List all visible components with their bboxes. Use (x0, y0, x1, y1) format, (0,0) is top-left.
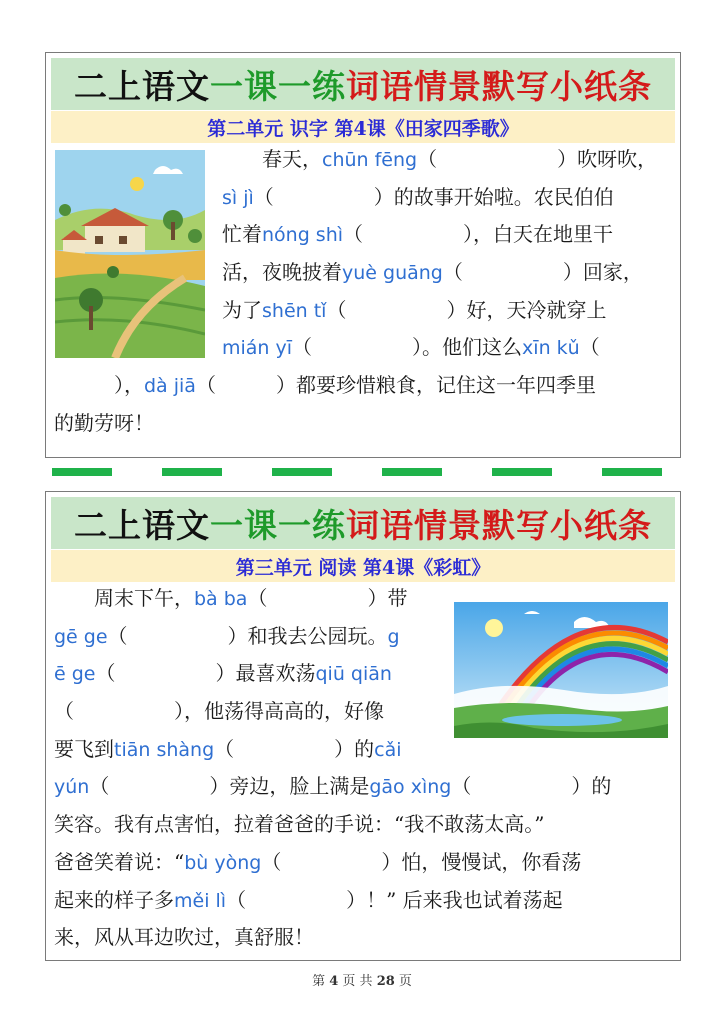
passage-text: （ ）的 (451, 774, 612, 799)
pinyin-prompt: bù yòng (184, 851, 262, 874)
passage-text: （ ）带 (247, 586, 408, 610)
passage-text: （ ）！” 后来我也试着荡起 (226, 887, 563, 912)
passage-line (54, 882, 674, 920)
passage-text: （ ），他荡得高高的，好像 (54, 699, 384, 724)
title-part-grade: 二上语文 (74, 66, 210, 106)
passage-text: （ ）旁边，脸上满是 (89, 774, 370, 799)
title-part-topic: 词语情景默写小纸条 (346, 505, 652, 545)
separator-dash (382, 468, 442, 476)
passage-line (54, 919, 674, 957)
pinyin-prompt: sì jì (222, 186, 254, 209)
passage-text: 笑容。我有点害怕，拉着爸爸的手说：“我不敢荡太高。” (54, 812, 545, 837)
footer-page-number: 4 (329, 974, 339, 989)
separator-dash (52, 468, 112, 476)
pinyin-prompt: gē ge (54, 625, 108, 648)
card1-passage (54, 141, 674, 443)
passage-text: 活，夜晚披着 (222, 260, 342, 285)
title-part-lesson: 一课一练 (210, 66, 346, 106)
passage-line (54, 693, 446, 731)
passage-text: （ ），白天在地里干 (343, 222, 614, 247)
passage-line (54, 580, 446, 618)
lesson-subtitle: 第三单元 阅读 第4课《彩虹》 (51, 550, 675, 582)
passage-text: （ ）。他们这么 (292, 335, 523, 360)
passage-text: （ ）好，天冷就穿上 (326, 297, 607, 322)
pinyin-prompt: cǎi (374, 738, 402, 761)
footer-total-pages: 28 (376, 974, 395, 989)
passage-text: 忙着 (222, 222, 262, 247)
passage-line (54, 655, 446, 693)
passage-text: （ ）的故事开始啦。农民伯伯 (253, 184, 614, 209)
pinyin-prompt: gāo xìng (369, 776, 452, 799)
pinyin-prompt: qiū qiān (315, 663, 392, 686)
footer-middle: 页 共 (342, 974, 373, 989)
pinyin-prompt: měi lì (174, 889, 227, 912)
passage-line (54, 618, 446, 656)
separator-dash (602, 468, 662, 476)
footer-suffix: 页 (398, 974, 412, 989)
passage-line (54, 806, 674, 844)
pinyin-prompt: yuè guāng (342, 262, 443, 285)
pinyin-prompt: tiān shàng (114, 738, 215, 761)
pinyin-prompt: dà jiā (144, 375, 196, 398)
title-part-lesson: 一课一练 (210, 505, 346, 545)
passage-line (54, 292, 674, 330)
pinyin-prompt: yún (54, 776, 90, 799)
passage-text: （ (579, 335, 600, 360)
dashed-separator (52, 468, 672, 476)
title-part-topic: 词语情景默写小纸条 (346, 66, 652, 106)
passage-line (54, 254, 674, 292)
passage-text: （ ）怕，慢慢试，你看荡 (261, 849, 582, 874)
passage-text: 为了 (222, 297, 262, 322)
passage-text: （ ）的 (214, 736, 375, 761)
card-title-banner (51, 58, 675, 110)
passage-text: 来，风从耳边吹过，真舒服！ (54, 925, 314, 950)
pinyin-prompt: ē ge (54, 663, 96, 686)
pinyin-prompt: shēn tǐ (262, 299, 327, 322)
pinyin-prompt: nóng shì (262, 224, 344, 247)
passage-text: （ ）吹呀吹， (417, 147, 658, 171)
passage-line (54, 216, 674, 254)
passage-text: （ ）和我去公园玩。 (107, 623, 388, 648)
passage-text: 周末下午， (54, 586, 194, 610)
passage-text: （ ）都要珍惜粮食，记住这一年四季里 (195, 373, 596, 398)
passage-line (54, 844, 674, 882)
passage-line (54, 731, 446, 769)
passage-line (54, 768, 674, 806)
separator-dash (492, 468, 552, 476)
passage-text: 爸爸笑着说：“ (54, 849, 185, 874)
worksheet-card-1 (45, 52, 681, 458)
title-part-grade: 二上语文 (74, 505, 210, 545)
passage-text: （ ）回家， (442, 260, 643, 285)
passage-text: 春天， (222, 147, 322, 171)
lesson-subtitle: 第二单元 识字 第4课《田家四季歌》 (51, 111, 675, 143)
card-title-banner (51, 497, 675, 549)
passage-text: 要飞到 (54, 736, 114, 761)
pinyin-prompt: xīn kǔ (522, 337, 580, 360)
pinyin-prompt: mián yī (222, 337, 293, 360)
worksheet-card-2 (45, 491, 681, 961)
passage-text: 起来的样子多 (54, 887, 174, 912)
passage-line (54, 141, 674, 179)
passage-text: （ ）最喜欢荡 (95, 661, 316, 686)
pinyin-prompt: chūn fēng (322, 149, 418, 171)
pinyin-prompt: g (387, 625, 400, 648)
card2-passage (54, 580, 674, 957)
separator-dash (162, 468, 222, 476)
footer-prefix: 第 (312, 974, 326, 989)
passage-text: 的勤劳呀！ (54, 410, 154, 435)
passage-line (54, 405, 674, 443)
pinyin-prompt: bà ba (194, 588, 248, 610)
passage-line (54, 179, 674, 217)
page-footer (0, 970, 724, 989)
passage-line (54, 329, 674, 367)
passage-line (54, 367, 674, 405)
passage-text: ）， (54, 373, 144, 398)
separator-dash (272, 468, 332, 476)
